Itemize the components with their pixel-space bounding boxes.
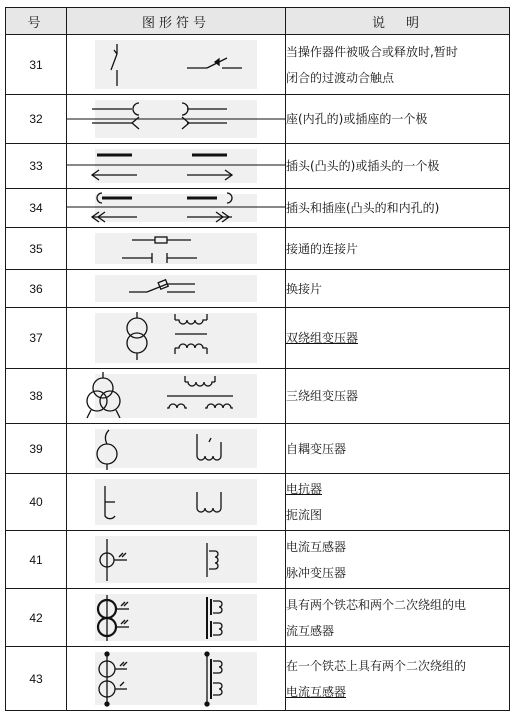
socket-pole-icon (67, 97, 286, 142)
description-cell (286, 424, 510, 474)
symbol-cell (67, 424, 286, 474)
description-cell (286, 369, 510, 424)
plug-and-socket-icon (67, 190, 286, 227)
current-transformer-icon (67, 533, 286, 587)
table-row (6, 369, 510, 424)
description-line: 插头(凸头的)或插头的一个极 (286, 159, 440, 173)
description-line: 在一个铁芯上具有两个二次绕组的 (286, 658, 467, 673)
symbol-cell (67, 95, 286, 144)
table-row (6, 474, 510, 531)
description-line: 电流互感器 (286, 684, 347, 699)
row-number: 41 (6, 531, 67, 589)
table-row (6, 144, 510, 189)
row-number: 42 (6, 589, 67, 647)
ct-two-cores-icon (67, 591, 286, 645)
header-num: 号 (6, 8, 67, 35)
description-line: 脉冲变压器 (286, 565, 347, 580)
changeover-link-icon (67, 272, 286, 306)
description-cell (286, 189, 510, 228)
symbol-cell (67, 35, 286, 95)
description-line: 插头和插座(凸头的和内孔的) (286, 201, 440, 215)
description-cell (286, 95, 510, 144)
description-cell (286, 589, 510, 647)
description-cell (286, 474, 510, 531)
table-row (6, 35, 510, 95)
table-row (6, 189, 510, 228)
row-number: 33 (6, 144, 67, 189)
row-number: 32 (6, 95, 67, 144)
autotransformer-icon (67, 426, 286, 472)
symbol-cell (67, 531, 286, 589)
description-cell (286, 308, 510, 369)
table-row (6, 531, 510, 589)
row-number: 34 (6, 189, 67, 228)
symbol-cell (67, 189, 286, 228)
header-row (6, 8, 510, 35)
row-number: 36 (6, 270, 67, 308)
description-line: 座(内孔的)或插座的一个极 (286, 112, 428, 126)
description-line: 当操作器件被吸合或释放时,暂时 (286, 44, 458, 59)
symbol-cell (67, 308, 286, 369)
symbol-table (5, 7, 510, 711)
description-line: 具有两个铁芯和两个二次绕组的电 (286, 597, 467, 612)
three-winding-transformer-icon (67, 370, 286, 422)
row-number: 43 (6, 647, 67, 711)
symbol-cell (67, 474, 286, 531)
symbol-cell (67, 228, 286, 270)
row-number: 38 (6, 369, 67, 424)
table-row (6, 308, 510, 369)
ct-one-core-icon (67, 649, 286, 709)
symbol-cell (67, 369, 286, 424)
reactor-icon (67, 476, 286, 528)
description-line: 闭合的过渡动合触点 (286, 70, 395, 85)
description-cell (286, 647, 510, 711)
description-cell (286, 144, 510, 189)
description-cell (286, 35, 510, 95)
description-cell (286, 270, 510, 308)
description-line: 电抗器 (286, 482, 323, 496)
header-desc: 说 明 (286, 8, 510, 35)
header-symbol: 图形符号 (67, 8, 286, 35)
description-line: 电流互感器 (286, 539, 347, 554)
description-line: 接通的连接片 (286, 241, 359, 256)
symbol-cell (67, 589, 286, 647)
row-number: 40 (6, 474, 67, 531)
row-number: 37 (6, 308, 67, 369)
two-winding-transformer-icon (67, 310, 286, 366)
description-cell (286, 228, 510, 270)
row-number: 35 (6, 228, 67, 270)
symbol-cell (67, 647, 286, 711)
transient-contact-icon (67, 40, 286, 90)
row-number: 39 (6, 424, 67, 474)
plug-pole-icon (67, 145, 286, 187)
description-line: 三绕组变压器 (286, 389, 359, 403)
description-line: 换接片 (286, 281, 323, 296)
table-row (6, 95, 510, 144)
table-row (6, 424, 510, 474)
description-line: 双绕组变压器 (286, 331, 359, 345)
table-row (6, 647, 510, 711)
table-row (6, 589, 510, 647)
row-number: 31 (6, 35, 67, 95)
description-cell (286, 531, 510, 589)
description-line: 扼流图 (286, 508, 323, 522)
description-line: 流互感器 (286, 623, 335, 638)
table-row (6, 270, 510, 308)
symbol-cell (67, 270, 286, 308)
connecting-link-icon (67, 230, 286, 268)
description-line: 自耦变压器 (286, 441, 347, 456)
table-row (6, 228, 510, 270)
symbol-cell (67, 144, 286, 189)
